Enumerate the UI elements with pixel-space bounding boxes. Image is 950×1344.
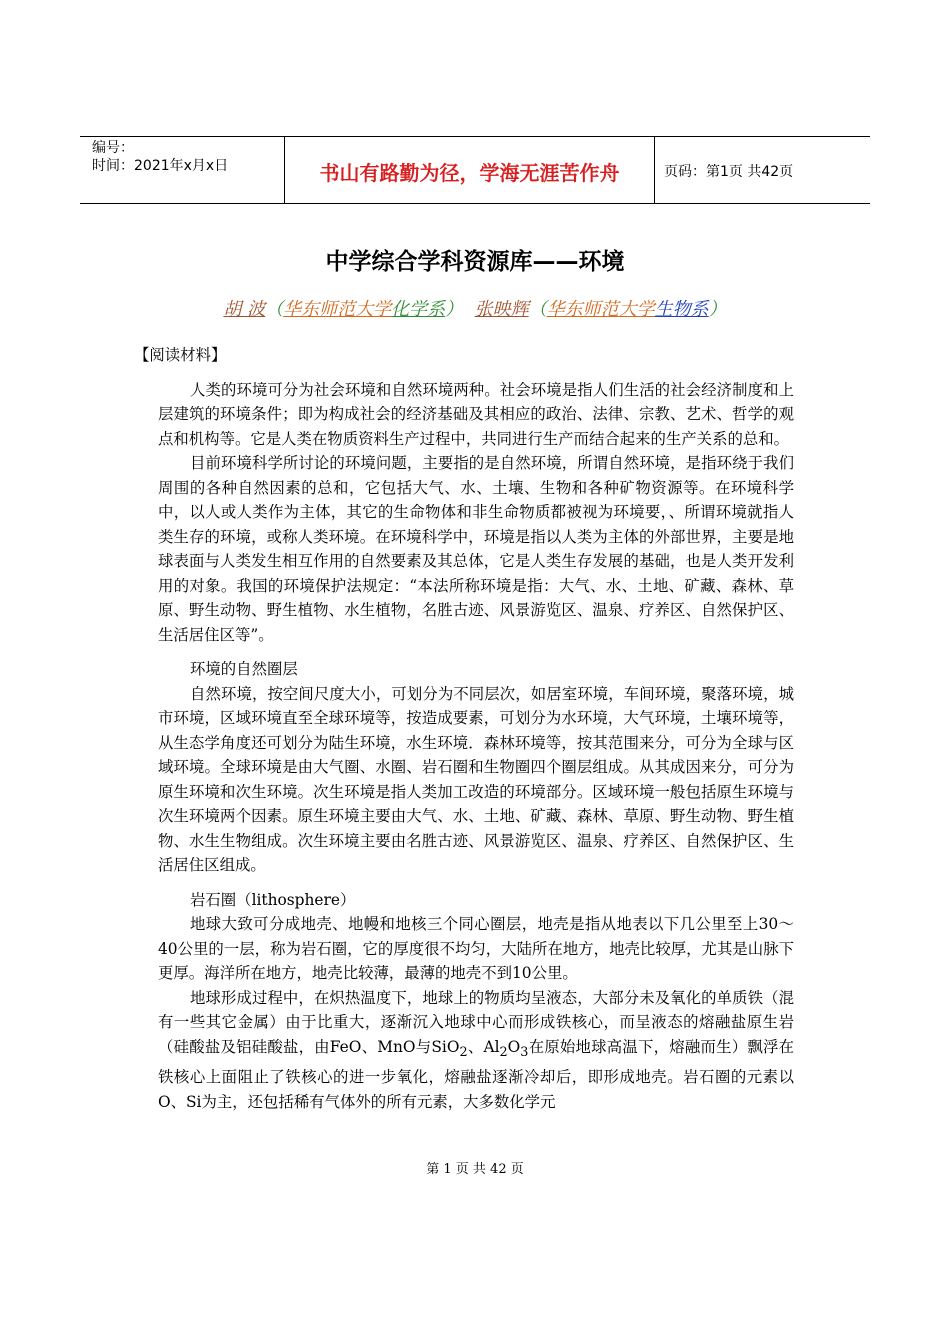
paragraph: 目前环境科学所讨论的环境问题，主要指的是自然环境，所谓自然环境，是指环绕于我们周围的各种自然因素的总和，它包括大气、水、土壤、生物和各种矿物资源等。在环境科学中，以人或人类作为主体，其它的生命物体和非生命物质都被视为环境要，、所谓环境就指人类生存的环境，或称人类环境。在环境科学中，环境是指以人类为主体的外部世界，主要是地球表面与人类发生相互作用的自然要素及其总体，它是人类生存发展的基础，也是人类开发利用的对象。我国的环境保护法规定：“本法所称环境是指：大气、水、土地、矿藏、森林、草原、野生动物、野生植物、水生植物，名胜古迹、风景游览区、温泉、疗养区、自然保护区、生活居住区等”。 <box>158 454 794 644</box>
text-run: O <box>507 1037 521 1056</box>
biology-dept-link[interactable]: 生物系 <box>654 299 709 320</box>
university-link[interactable]: 华东师范大学 <box>546 299 655 320</box>
author-line <box>0 295 950 321</box>
header-divider-right <box>654 137 655 203</box>
document-title: 中学综合学科资源库——环境 <box>325 249 625 275</box>
document-body <box>134 343 794 1114</box>
author-1-link[interactable]: 胡 波 <box>223 299 266 320</box>
header-motto: 书山有路勤为径，学海无涯苦作舟 <box>319 161 620 185</box>
document-date: 时间：2021年x月x日 <box>92 158 229 174</box>
text-run: 地球形成过程中，在炽热温度下，地球上的物质均呈液态，大部分未及氧化的单质铁（混有一些其它金属）由于比重大，逐渐沉入地球中心而形成铁核心，而呈液态的熔融盐原生岩（硅酸盐及铝硅酸盐，由FeO、MnO与SiO <box>158 988 794 1056</box>
section-label: 【阅读材料】 <box>134 346 227 364</box>
section-heading: 环境的自然圈层 <box>190 660 298 678</box>
subscript: 3 <box>520 1044 529 1060</box>
header-page-info: 页码：第1页 共42页 <box>664 164 794 180</box>
paren-close: ） <box>708 299 727 320</box>
paragraph: 人类的环境可分为社会环境和自然环境两种。社会环境是指人们生活的社会经济制度和上层建筑的环境条件；即为构成社会的经济基础及其相应的政治、法律、宗教、艺术、哲学的观点和机构等。它是人类在物质资料生产过程中，共同进行生产而结合起来的生产关系的总和。 <box>158 380 794 448</box>
subscript: 2 <box>459 1044 468 1060</box>
paren-close: ） <box>445 299 464 320</box>
text-run: 在原始地球高温下，熔融而生）飘浮在铁核心上面阻止了铁核心的进一步氧化，熔融盐逐渐冷却后，即形成地壳。岩石圈的元素以O、Si为主，还包括稀有气体外的所有元素，大多数化学元 <box>158 1037 794 1111</box>
paragraph: 地球大致可分成地壳、地幔和地核三个同心圈层，地壳是指从地表以下几公里至上30～40公里的一层，称为岩石圈，它的厚度很不均匀，大陆所在地方，地壳比较厚，尤其是山脉下更厚。海洋所在地方，地壳比较薄，最薄的地壳不到10公里。 <box>158 915 794 982</box>
chemistry-dept-link[interactable]: 化学系 <box>391 299 446 320</box>
paren-open: （ <box>265 299 284 320</box>
header-top-rule <box>80 136 870 137</box>
section-heading: 岩石圈（lithosphere） <box>190 890 356 909</box>
page-footer: 第 1 页 共 42 页 <box>426 1162 524 1177</box>
paragraph: 自然环境，按空间尺度大小，可划分为不同层次，如居室环境，车间环境，聚落环境，城市环境，区域环境直至全球环境等，按造成要素，可划分为水环境，大气环境，土壤环境等，从生态学角度还可划分为陆生环境，水生环境．森林环境等，按其范围来分，可分为全球与区域环境。全球环境是由大气圈、水圈、岩石圈和生物圈四个圈层组成。从其成因来分，可分为原生环境和次生环境。次生环境是指人类加工改造的环境部分。区域环境一般包括原生环境与次生环境两个因素。原生环境主要由大气、水、土地、矿藏、森林、草原、野生动物、野生植物、水生生物组成。次生环境主要由名胜古迹、风景游览区、温泉、疗养区、自然保护区、生活居住区组成。 <box>158 684 794 874</box>
text-run: 、Al <box>467 1037 500 1056</box>
document-number: 编号： <box>92 140 134 156</box>
university-link[interactable]: 华东师范大学 <box>283 299 392 320</box>
paragraph <box>158 986 794 1115</box>
author-2-link[interactable]: 张映辉 <box>474 299 529 320</box>
header-bottom-rule <box>80 203 870 204</box>
paren-open: （ <box>528 299 547 320</box>
subscript: 2 <box>499 1044 508 1060</box>
header-meta <box>92 139 228 175</box>
